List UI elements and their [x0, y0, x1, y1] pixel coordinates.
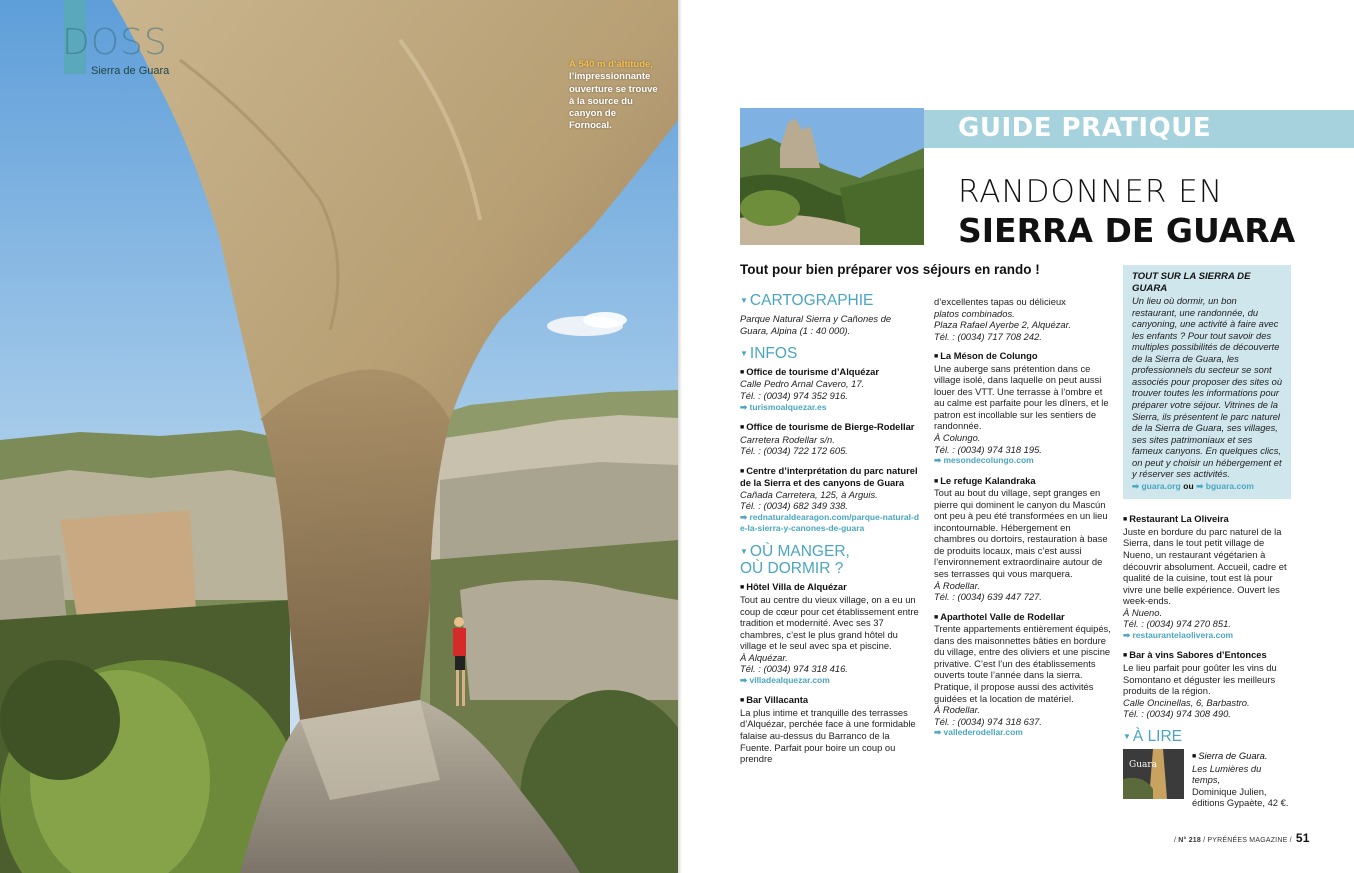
link-restaurantelaolivera[interactable]: ➡ restaurantelaolivera.com	[1123, 630, 1291, 642]
entry-restaurant-oliveira: ■ Restaurant La Oliveira Juste en bordure du parc naturel de la Sierra, dans le tout petit village de Nueno, un restaurant végétarien à découvrir absolument. Accueil, cadre et qualité de la cuisine, tout est là pour vivre une belle expérience. Ouvert les week-ends. À Nueno. Tél. : (0034) 974 270 851. ➡ restaurantelaolivera.com	[1123, 513, 1291, 641]
right-page-guide	[682, 0, 1354, 873]
triangle-down-icon: ▼	[740, 296, 748, 306]
link-guara-org[interactable]: ➡ guara.org	[1132, 481, 1181, 491]
column-2	[934, 296, 1112, 747]
canyon-thumbnail-image	[740, 108, 924, 245]
book-cover-title: Guara	[1129, 760, 1158, 771]
link-bguara[interactable]: ➡ bguara.com	[1196, 481, 1254, 491]
issue-number: N° 218	[1178, 837, 1201, 844]
link-turismoalquezar[interactable]: ➡ turismoalquezar.es	[740, 402, 920, 414]
entry-body: Parque Natural Sierra y Cañones de Guara, Alpina (1 : 40 000).	[740, 313, 892, 336]
magazine-name: PYRÉNÉES MAGAZINE	[1207, 837, 1288, 844]
entry-refuge-kalandraka: ■ Le refuge Kalandraka Tout au bout du village, sept granges en pierre qui dominent le canyon du Mascún ont peu à peu été transformées en un lieu incontournable. Hébergement en chambres ou dortoirs, restauration à base de produits locaux, mais c’est aussi l’environnement extraordinaire autour de ses terrasses qui vous marquera. À Rodellar. Tél. : (0034) 639 447 727.	[934, 475, 1112, 603]
entry-centre-interpretation: ■ Centre d’interprétation du parc naturel de la Sierra et des canyons de Guara Cañada Carretera, 125, à Arguis. Tél. : (0034) 682 349 338. ➡ rednaturaldearagon.com/parque-natural-de-la-sierra-y-canones-de-guara	[740, 465, 920, 535]
triangle-down-icon: ▼	[1123, 732, 1131, 742]
entry-bar-villacanta: ■ Bar Villacanta La plus intime et tranquille des terrasses d’Alquézar, perchée face à une formidable falaise au-dessus du Barranco de la Fuente. Parfait pour boire un coup ou prendre	[740, 694, 920, 764]
column-3	[1123, 265, 1291, 809]
entry-office-bierge: ■ Office de tourisme de Bierge-Rodellar Carretera Rodellar s/n. Tél. : (0034) 722 172 605.	[740, 421, 920, 457]
book-cover-image	[1123, 749, 1184, 799]
section-heading-lire: ▼ À LIRE	[1123, 727, 1183, 745]
dossier-subtitle: Sierra de Guara	[91, 65, 170, 77]
triangle-down-icon: ▼	[740, 348, 748, 358]
book-info: ■ Sierra de Guara. Les Lumières du temps, Dominique Julien, éditions Gypaète, 42 €.	[1192, 749, 1291, 809]
link-rednaturaldearagon[interactable]: ➡ rednaturaldearagon.com/parque-natural-de-la-sierra-y-canones-de-guara	[740, 512, 920, 535]
page-footer: / N° 218 / PYRÉNÉES MAGAZINE / 51	[1174, 831, 1310, 845]
entry-bar-sabores: ■ Bar à vins Sabores d’Entonces Le lieu parfait pour goûter les vins du Somontano et déguster les meilleurs produits de la région. Calle Oncinellas, 6, Barbastro. Tél. : (0034) 974 308 490.	[1123, 649, 1291, 719]
link-mesondecolungo[interactable]: ➡ mesondecolungo.com	[934, 455, 1112, 467]
page-number: 51	[1295, 831, 1310, 845]
column-1	[740, 290, 920, 773]
tagline: Tout pour bien préparer vos séjours en rando !	[740, 262, 1040, 277]
entry-aparthotel-rodellar: ■ Aparthotel Valle de Rodellar Trente appartements entièrement équipés, dans des maisonnettes bâties en bordure du village, entre des oliviers et une piscine privative. C’est l’un des établissements ouverts toute l’année dans la sierra. Pratique, il propose aussi des activités guidées et la location de matériel. À Rodellar. Tél. : (0034) 974 318 637. ➡ vallederodellar.com	[934, 611, 1112, 739]
section-heading-manger: ▼ OÙ MANGER, OÙ DORMIR ?	[740, 543, 850, 578]
triangle-down-icon: ▼	[740, 547, 748, 557]
info-box-sierra-guara: TOUT SUR LA SIERRA DE GUARA Un lieu où dormir, un bon restaurant, une randonnée, du canyoning, une activité à faire avec les enfants ? Pour tout savoir des multiples possibilités de découverte de la Sierra de Guara, les professionnels du secteur se sont associés pour proposer des sites où trouver toutes les informations pour préparer votre séjour. Vitrines de la Sierra, ils présentent le parc naturel de la Sierra de Guara, ses villages, ses sites patrimoniaux et ses fameux canyons. En quelques clics, on peut y choisir un hébergement et y réserver ses activités. ➡ guara.org ou ➡ bguara.com	[1123, 265, 1291, 499]
main-title-line1: RANDONNER EN	[958, 174, 1224, 210]
main-title-line2: SIERRA DE GUARA	[958, 211, 1296, 250]
entry-hotel-villa: ■ Hôtel Villa de Alquézar Tout au centre du vieux village, on a eu un coup de cœur pour cet établissement entre tradition et modernité. Avec ses 37 chambres, c’est le plus grand hôtel du village et le seul avec spa et piscine. À Alquézar. Tél. : (0034) 974 318 416. ➡ villadealquezar.com	[740, 581, 920, 686]
caption-highlight: À 540 m d’altitude,	[569, 59, 653, 70]
entry-cartographie	[740, 313, 920, 336]
caption-text: l’impressionnante ouverture se trouve à la source du canyon de Fornocal.	[569, 71, 658, 132]
section-heading-infos: ▼ INFOS	[740, 344, 798, 362]
photo-caption	[569, 59, 659, 133]
entry-meson-colungo: ■ La Méson de Colungo Une auberge sans prétention dans ce village isolé, dans laquelle on peut aussi louer des VTT. Une terrasse à l’ombre et au calme est parfaite pour les dîners, et le patron est incollable sur les sentiers de randonnée. À Colungo. Tél. : (0034) 974 318 195. ➡ mesondecolungo.com	[934, 350, 1112, 466]
dossier-section-label: DOSS	[62, 22, 168, 63]
link-villadealquezar[interactable]: ➡ villadealquezar.com	[740, 675, 920, 687]
link-vallederodellar[interactable]: ➡ vallederodellar.com	[934, 727, 1112, 739]
entry-office-alquezar: ■ Office de tourisme d’Alquézar Calle Pedro Arnal Cavero, 17. Tél. : (0034) 974 352 916. ➡ turismoalquezar.es	[740, 366, 920, 413]
book-recommendation	[1123, 749, 1291, 809]
guide-pratique-title: GUIDE PRATIQUE	[958, 113, 1212, 143]
entry-villacanta-continued: d’excellentes tapas ou délicieux platos combinados. Plaza Rafael Ayerbe 2, Alquézar. Tél. : (0034) 717 708 242.	[934, 296, 1071, 342]
header-canyon-photo	[740, 108, 924, 245]
section-heading-cartographie: ▼ CARTOGRAPHIE	[740, 292, 874, 309]
